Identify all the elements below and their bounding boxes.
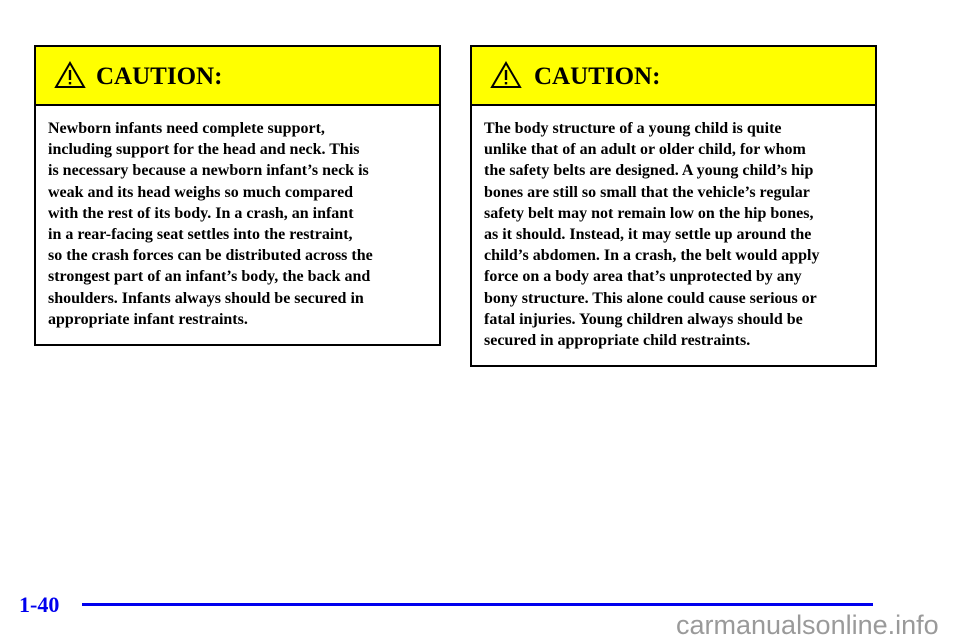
caution-title: CAUTION: [96, 63, 223, 90]
caution-text-line: weak and its head weighs so much compared [48, 183, 354, 201]
warning-triangle-icon [54, 61, 86, 89]
caution-header [36, 47, 439, 106]
caution-header [472, 47, 875, 106]
caution-text-line: The body structure of a young child is quite [484, 120, 782, 137]
caution-body [472, 106, 875, 351]
watermark: carmanualsonline.info [676, 610, 939, 640]
page-number: 1-40 [19, 592, 60, 617]
caution-text-line: safety belt may not remain low on the hip bones, [484, 204, 814, 222]
caution-box-child-body [470, 45, 877, 367]
caution-text-line: fatal injuries. Young children always should be [484, 310, 803, 328]
caution-text-line: Newborn infants need complete support, [48, 120, 325, 137]
caution-text-line: appropriate infant restraints. [48, 310, 248, 328]
caution-text-line: is necessary because a newborn infant’s neck is [48, 162, 369, 180]
caution-text-line: so the crash forces can be distributed across the [48, 247, 373, 265]
caution-text-line: with the rest of its body. In a crash, an infant [48, 204, 354, 222]
caution-text-line: child’s abdomen. In a crash, the belt would apply [484, 247, 820, 265]
caution-title: CAUTION: [534, 63, 661, 90]
caution-body [36, 106, 439, 330]
caution-text-line: force on a body area that’s unprotected by any [484, 268, 802, 286]
caution-text-line: bones are still so small that the vehicle’s regular [484, 183, 810, 201]
caution-text-line: shoulders. Infants always should be secured in [48, 289, 364, 307]
caution-text-line: as it should. Instead, it may settle up around the [484, 226, 812, 244]
caution-text-line: strongest part of an infant’s body, the back and [48, 268, 371, 286]
caution-text-line: secured in appropriate child restraints. [484, 332, 751, 350]
caution-box-infants [34, 45, 441, 346]
footer-rule [82, 603, 873, 606]
warning-triangle-icon [490, 61, 522, 89]
caution-text-line: the safety belts are designed. A young child’s hip [484, 162, 814, 180]
caution-text-line: in a rear-facing seat settles into the restraint, [48, 226, 353, 244]
caution-text-line: unlike that of an adult or older child, for whom [484, 141, 806, 159]
caution-text-line: including support for the head and neck. This [48, 141, 360, 159]
caution-text-line: bony structure. This alone could cause serious or [484, 289, 817, 307]
